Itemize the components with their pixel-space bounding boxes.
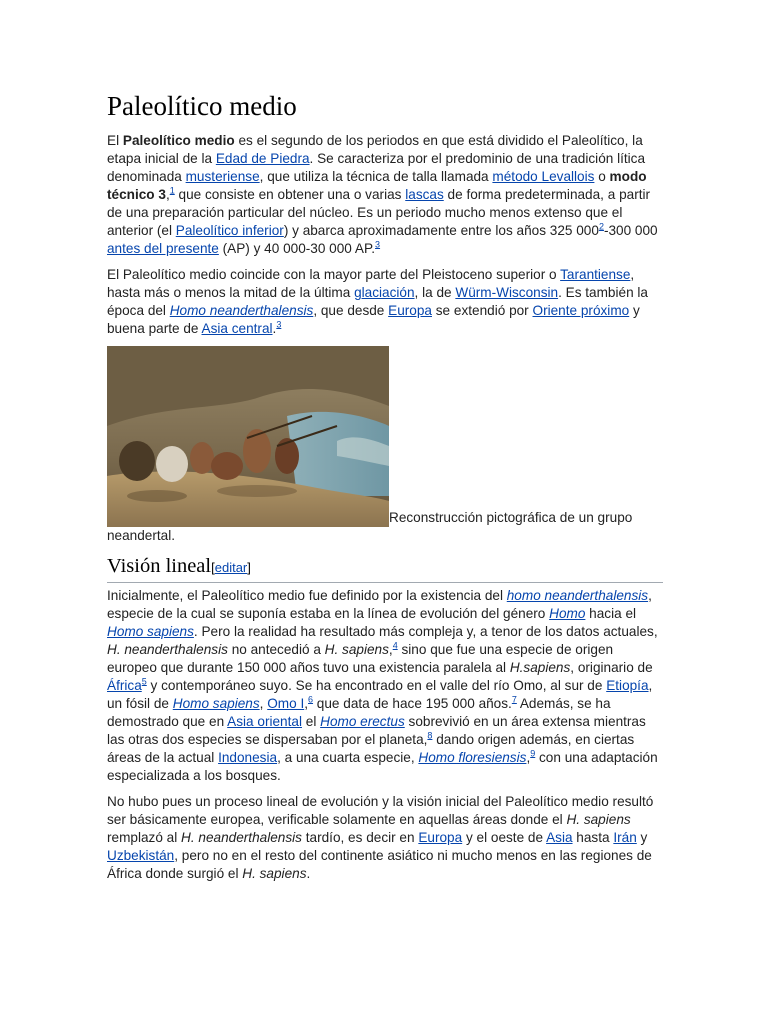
text: de forma predeterminada, a partir de una preparación particular del núcleo. Es un periodo mucho menos extenso que el anterior (el: [107, 187, 651, 238]
link-homo-sapiens[interactable]: Homo sapiens: [172, 696, 260, 711]
text: ,: [304, 696, 309, 711]
text: sobrevivió en un área extensa mientras las otras dos especies se dispersaban por el planeta,: [107, 714, 646, 747]
edit-bracket: ]: [247, 560, 251, 575]
text: El Paleolítico medio coincide con la mayor parte del Pleistoceno superior o: [107, 267, 561, 282]
italic-term: H. neanderthalensis: [181, 830, 302, 845]
text: El: [107, 133, 123, 148]
text: dando origen además, en ciertas áreas de la actual: [107, 732, 635, 765]
link-homo-neanderthalensis[interactable]: Homo neanderthalensis: [169, 303, 314, 318]
link-indonesia[interactable]: Indonesia: [218, 750, 278, 765]
intro-paragraph: [107, 132, 663, 258]
text: , a una cuarta especie,: [277, 750, 419, 765]
link-tarantiense[interactable]: Tarantiense: [560, 267, 631, 282]
citation-link[interactable]: 3: [375, 239, 381, 250]
link-homo-neanderthalensis[interactable]: homo neanderthalensis: [506, 588, 649, 603]
link-etiopia[interactable]: Etiopía: [606, 678, 649, 693]
text: , especie de la cual se suponía estaba en la línea de evolución del género: [107, 588, 652, 621]
paragraph: [107, 587, 663, 785]
text: -300 000: [603, 223, 658, 238]
link-africa[interactable]: África: [107, 678, 142, 693]
link-homo-floresiensis[interactable]: Homo floresiensis: [418, 750, 527, 765]
link-asia-central[interactable]: Asia central: [201, 321, 273, 336]
text: , que desde: [313, 303, 389, 318]
link-homo[interactable]: Homo: [549, 606, 586, 621]
citation-link[interactable]: 5: [141, 676, 147, 687]
text: hasta: [572, 830, 614, 845]
figure-caption: Reconstrucción pictográfica de un grupo neandertal.: [107, 510, 633, 543]
text: , originario de: [570, 660, 653, 675]
citation-link[interactable]: 7: [511, 694, 517, 705]
text: , la de: [414, 285, 456, 300]
link-musteriense[interactable]: musteriense: [185, 169, 260, 184]
text: o: [594, 169, 610, 184]
citation-link[interactable]: 1: [169, 185, 175, 196]
text: ,: [165, 187, 170, 202]
text: ) y abarca aproximadamente entre los años 325 000: [283, 223, 599, 238]
citation-link[interactable]: 9: [530, 748, 536, 759]
italic-term: H.sapiens: [509, 660, 571, 675]
text: ,: [259, 696, 268, 711]
text: . Se caracteriza por el predominio de una tradición lítica denominada: [107, 151, 646, 184]
link-metodo-levallois[interactable]: método Levallois: [492, 169, 595, 184]
text: el: [301, 714, 321, 729]
text: tardío, es decir en: [301, 830, 419, 845]
text: no antecedió a: [227, 642, 325, 657]
edit-bracket: [: [211, 560, 215, 575]
text: No hubo pues un proceso lineal de evolución y la visión inicial del Paleolítico medio resultó ser básicamente europea, verificable solamente en aquellas áreas donde el: [107, 794, 654, 827]
link-antes-del-presente[interactable]: antes del presente: [107, 241, 219, 256]
text: y: [636, 830, 648, 845]
link-omo-i[interactable]: Omo I: [267, 696, 305, 711]
link-homo-erectus[interactable]: Homo erectus: [320, 714, 405, 729]
link-asia[interactable]: Asia: [546, 830, 573, 845]
citation-link[interactable]: 3: [276, 319, 282, 330]
link-uzbekistan[interactable]: Uzbekistán: [107, 848, 175, 863]
link-homo-sapiens[interactable]: Homo sapiens: [107, 624, 194, 639]
text: sino que fue una especie de origen europeo que durante 150 000 años tuvo una existencia paralela al: [107, 642, 614, 675]
text: .: [272, 321, 277, 336]
link-oriente-proximo[interactable]: Oriente próximo: [532, 303, 630, 318]
citation-link[interactable]: 2: [598, 221, 604, 232]
bold-term: Paleolítico medio: [122, 133, 235, 148]
page-title: Paleolítico medio: [107, 91, 297, 121]
section-heading: [107, 553, 663, 583]
text: hacia el: [585, 606, 637, 621]
text: es el segundo de los periodos en que está dividido el Paleolítico, la etapa inicial de la: [107, 133, 643, 166]
text: Inicialmente, el Paleolítico medio fue definido por la existencia del: [107, 588, 507, 603]
paragraph: [107, 266, 663, 338]
link-europa[interactable]: Europa: [418, 830, 463, 845]
italic-term: H. sapiens: [566, 812, 631, 827]
text: , que utiliza la técnica de talla llamada: [259, 169, 493, 184]
citation-link[interactable]: 4: [392, 640, 398, 651]
text: , hasta más o menos la mitad de la última: [107, 267, 635, 300]
link-edad-de-piedra[interactable]: Edad de Piedra: [215, 151, 310, 166]
text: remplazó al: [107, 830, 182, 845]
text: y buena parte de: [107, 303, 640, 336]
edit-link[interactable]: editar: [214, 560, 248, 575]
link-paleolitico-inferior[interactable]: Paleolítico inferior: [175, 223, 284, 238]
citation-link[interactable]: 8: [427, 730, 433, 741]
edit-section: [211, 560, 251, 575]
link-iran[interactable]: Irán: [613, 830, 637, 845]
text: Además, se ha demostrado que en: [107, 696, 611, 729]
text: , un fósil de: [107, 678, 653, 711]
text: se extendió por: [431, 303, 533, 318]
text: y contemporáneo suyo. Se ha encontrado en el valle del río Omo, al sur de: [146, 678, 607, 693]
text: ,: [526, 750, 531, 765]
bold-term: modo técnico 3: [107, 169, 647, 202]
italic-term: H. sapiens: [324, 642, 389, 657]
text: ,: [388, 642, 393, 657]
article: [107, 88, 663, 891]
link-wurm-wisconsin[interactable]: Würm-Wisconsin: [455, 285, 559, 300]
text: .: [306, 866, 311, 881]
italic-term: H. neanderthalensis: [107, 642, 228, 657]
figure: [107, 346, 663, 545]
text: que data de hace 195 000 años.: [313, 696, 512, 711]
text: que consiste en obtener una o varias: [174, 187, 406, 202]
text: . Pero la realidad ha resultado más compleja y, a tenor de los datos actuales,: [193, 624, 658, 639]
link-asia-oriental[interactable]: Asia oriental: [227, 714, 302, 729]
text: (AP) y 40 000-30 000 AP.: [218, 241, 376, 256]
text: , pero no en el resto del continente asiático ni mucho menos en las regiones de África donde surgió el: [107, 848, 652, 881]
text: y el oeste de: [462, 830, 547, 845]
text: con una adaptación especializada a los bosques.: [107, 750, 658, 783]
section-heading-text: Visión lineal: [107, 555, 212, 577]
italic-term: H. sapiens: [242, 866, 307, 881]
paragraph: [107, 793, 663, 883]
link-lascas[interactable]: lascas: [405, 187, 444, 202]
link-glaciacion[interactable]: glaciación: [354, 285, 415, 300]
citation-link[interactable]: 6: [308, 694, 314, 705]
text: . Es también la época del: [107, 285, 648, 318]
link-europa[interactable]: Europa: [388, 303, 432, 318]
neanderthal-painting-image[interactable]: [107, 346, 389, 527]
